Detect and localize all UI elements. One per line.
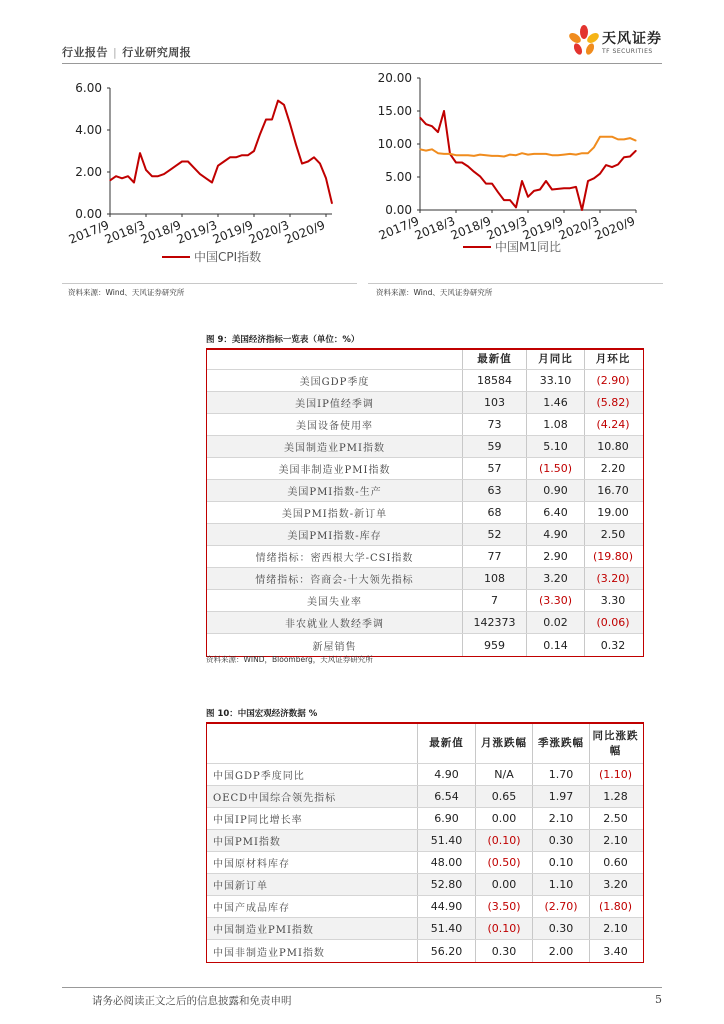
row-label: 中国新订单 [213,881,268,892]
column-header: 同比涨跌幅 [589,724,641,763]
row-value-yoy: 3.40 [589,940,641,962]
row-label: 中国IP同比增长率 [213,815,303,826]
table-row [207,480,643,502]
table-header-row [207,724,643,764]
chart2-source-divider [368,283,663,284]
data-point [509,200,510,201]
row-value-yoy: 4.90 [526,524,584,545]
row-value-latest: 68 [462,502,526,523]
data-point [473,171,474,172]
row-value-mom: (0.10) [475,830,532,851]
table-row [207,414,643,436]
row-value-latest: 77 [462,546,526,567]
data-point [539,189,540,190]
row-value-latest: 51.40 [417,918,475,939]
data-point [419,117,420,118]
data-point [187,161,188,162]
row-value-latest: 7 [462,590,526,611]
china-macro-table-block [206,708,644,963]
data-point [467,166,468,167]
data-point [575,186,576,187]
x-tick-label: 2019/9 [520,213,566,243]
row-label: 美国IP值经季调 [295,399,374,410]
data-point [623,139,624,140]
series-line-2 [420,137,636,157]
row-value-latest: 51.40 [417,830,475,851]
row-value-mom: (0.50) [475,852,532,873]
m1-chart-svg [368,66,663,282]
table-row [207,918,643,940]
table-row [207,786,643,808]
table-row [207,370,643,392]
row-label: 美国PMI指数-库存 [287,531,382,542]
data-point [635,140,636,141]
data-point [145,169,146,170]
data-point [521,180,522,181]
data-point [313,157,314,158]
data-point [271,119,272,120]
data-point [199,174,200,175]
data-point [563,188,564,189]
us-economy-table-block [206,334,644,657]
row-label: 中国原材料库存 [213,859,290,870]
table-row [207,896,643,918]
x-tick-label: 2019/3 [174,217,220,247]
row-value-mom: (4.24) [584,414,641,435]
data-point [527,196,528,197]
data-point [605,165,606,166]
data-point [581,209,582,210]
row-value-yoy: (1.80) [589,896,641,917]
row-value-qoq: 0.30 [532,830,589,851]
row-value-mom: (5.82) [584,392,641,413]
chart1-source-divider [62,283,357,284]
table-row [207,612,643,634]
data-point [491,155,492,156]
data-point [497,155,498,156]
data-point [551,189,552,190]
row-value-latest: 6.90 [417,808,475,829]
row-value-qoq: 0.10 [532,852,589,873]
x-tick-label: 2020/9 [282,217,328,247]
column-header: 最新值 [417,724,475,763]
data-point [437,132,438,133]
data-point [319,163,320,164]
row-label: OECD中国综合领先指标 [213,793,337,804]
row-value-yoy: 1.08 [526,414,584,435]
row-value-mom: (0.06) [584,612,641,633]
x-tick-label: 2019/3 [484,213,530,243]
data-point [253,150,254,151]
data-point [193,167,194,168]
data-point [467,155,468,156]
report-type: 行业报告 [62,46,108,59]
column-header: 月涨跌幅 [475,724,532,763]
row-value-mom: 0.32 [584,634,641,656]
row-value-latest: 959 [462,634,526,656]
row-label: 中国产成品库存 [213,903,290,914]
data-point [599,173,600,174]
data-point [205,178,206,179]
data-point [247,155,248,156]
row-value-latest: 63 [462,480,526,501]
page-number: 5 [655,993,662,1006]
row-label: 情绪指标：咨商会-十大领先指标 [255,575,414,586]
data-point [325,178,326,179]
row-value-mom: 0.30 [475,940,532,962]
data-point [115,176,116,177]
data-point [229,157,230,158]
row-label: 美国GDP季度 [299,377,370,388]
data-point [473,155,474,156]
flower-logo-icon [568,24,600,58]
data-point [623,157,624,158]
data-point [211,182,212,183]
row-label: 中国GDP季度同比 [213,771,305,782]
data-point [533,190,534,191]
row-value-yoy: 0.02 [526,612,584,633]
row-value-yoy: 2.10 [589,918,641,939]
report-subtype: 行业研究周报 [122,46,192,59]
row-label: 非农就业人数经季调 [285,619,384,630]
data-point [491,183,492,184]
data-point [545,180,546,181]
row-value-latest: 59 [462,436,526,457]
data-point [283,104,284,105]
row-label: 中国PMI指数 [213,837,281,848]
row-value-qoq: 1.10 [532,874,589,895]
row-value-yoy: (1.10) [589,764,641,785]
column-header [207,350,462,369]
row-value-latest: 57 [462,458,526,479]
data-point [455,155,456,156]
header-separator: | [113,46,118,59]
data-point [241,155,242,156]
data-point [605,136,606,137]
data-point [587,153,588,154]
row-value-latest: 103 [462,392,526,413]
column-header [207,724,417,763]
row-value-latest: 6.54 [417,786,475,807]
table-row [207,874,643,896]
table-row [207,436,643,458]
y-tick-label: 2.00 [75,165,102,179]
series-line-1 [420,111,636,210]
row-label: 情绪指标：密西根大学-CSI指数 [255,553,414,564]
row-value-yoy: 1.28 [589,786,641,807]
data-point [557,155,558,156]
row-value-mom: (2.90) [584,370,641,391]
data-point [485,183,486,184]
data-point [121,178,122,179]
table-row [207,458,643,480]
data-point [527,154,528,155]
row-value-mom: 10.80 [584,436,641,457]
row-value-mom: (0.10) [475,918,532,939]
row-label: 美国失业率 [307,597,362,608]
row-value-mom: 0.00 [475,874,532,895]
row-label: 美国设备使用率 [296,421,373,432]
row-value-mom: 19.00 [584,502,641,523]
data-point [563,154,564,155]
china-macro-table [206,722,644,963]
legend-label: 中国CPI指数 [194,250,262,264]
data-point [443,153,444,154]
y-tick-label: 20.00 [377,71,412,85]
row-value-yoy: 6.40 [526,502,584,523]
data-point [611,167,612,168]
data-point [455,162,456,163]
data-point [431,126,432,127]
table-row [207,546,643,568]
data-point [617,139,618,140]
data-point [461,155,462,156]
x-tick-label: 2020/3 [556,213,602,243]
data-point [265,119,266,120]
data-point [611,136,612,137]
row-label: 中国非制造业PMI指数 [213,947,325,959]
data-point [419,149,420,150]
data-point [629,156,630,157]
data-point [259,134,260,135]
row-value-mom: 16.70 [584,480,641,501]
x-tick-label: 2018/3 [102,217,148,247]
data-point [223,161,224,162]
row-label: 美国制造业PMI指数 [284,443,385,454]
series-line-1 [110,101,332,204]
y-tick-label: 0.00 [385,203,412,217]
data-point [425,124,426,125]
x-tick-label: 2020/9 [592,213,638,243]
x-tick-label: 2020/3 [246,217,292,247]
data-point [593,147,594,148]
data-point [515,207,516,208]
row-value-qoq: 2.00 [532,940,589,962]
data-point [485,155,486,156]
row-value-yoy: 2.50 [589,808,641,829]
row-value-mom: 3.30 [584,590,641,611]
y-tick-label: 4.00 [75,123,102,137]
row-value-mom: 2.50 [584,524,641,545]
data-point [503,156,504,157]
data-point [557,188,558,189]
logo-text: 天风证券 [602,31,662,47]
cpi-chart [62,72,357,282]
chart1-source: 资料来源：Wind、天风证券研究所 [68,288,185,297]
y-tick-label: 15.00 [377,104,412,118]
table-row [207,940,643,962]
data-point [479,154,480,155]
row-value-latest: 48.00 [417,852,475,873]
y-tick-label: 0.00 [75,207,102,221]
legend-label: 中国M1同比 [495,240,561,254]
row-value-latest: 52.80 [417,874,475,895]
data-point [551,155,552,156]
data-point [289,123,290,124]
header-divider [62,63,662,64]
china-macro-table-title: 图 10：中国宏观经济数据 % [206,709,318,719]
table-row [207,502,643,524]
row-value-mom: N/A [475,764,532,785]
data-point [277,100,278,101]
row-value-yoy: 2.10 [589,830,641,851]
x-tick-label: 2017/9 [376,213,422,243]
row-value-yoy: 2.90 [526,546,584,567]
row-value-mom: 0.00 [475,808,532,829]
data-point [617,164,618,165]
data-point [235,157,236,158]
footer-divider [62,987,662,988]
x-tick-label: 2017/9 [66,217,112,247]
y-tick-label: 10.00 [377,137,412,151]
row-value-yoy: 0.14 [526,634,584,656]
data-point [461,162,462,163]
y-tick-label: 5.00 [385,170,412,184]
row-value-latest: 108 [462,568,526,589]
data-point [593,178,594,179]
data-point [599,136,600,137]
row-value-latest: 4.90 [417,764,475,785]
data-point [449,153,450,154]
data-point [151,176,152,177]
data-point [503,200,504,201]
data-point [521,153,522,154]
row-value-latest: 52 [462,524,526,545]
data-point [443,110,444,111]
x-tick-label: 2018/3 [412,213,458,243]
data-point [533,153,534,154]
us-economy-table [206,348,644,657]
row-value-yoy: 3.20 [526,568,584,589]
table1-source: 资料来源：WIND，Bloomberg，天风证券研究所 [206,655,373,664]
data-point [139,153,140,154]
column-header: 最新值 [462,350,526,369]
data-point [575,154,576,155]
table-row [207,808,643,830]
table-header-row [207,350,643,370]
company-logo [568,24,668,64]
row-value-latest: 44.90 [417,896,475,917]
row-value-mom: (19.80) [584,546,641,567]
data-point [569,188,570,189]
row-label: 新屋销售 [312,641,357,653]
data-point [133,182,134,183]
data-point [635,150,636,151]
data-point [169,169,170,170]
row-label: 美国PMI指数-生产 [287,487,382,498]
row-value-yoy: 33.10 [526,370,584,391]
table-row [207,634,643,656]
table-row [207,852,643,874]
data-point [175,165,176,166]
x-tick-label: 2018/9 [138,217,184,247]
data-point [587,180,588,181]
row-value-latest: 73 [462,414,526,435]
row-value-qoq: (2.70) [532,896,589,917]
table-row [207,524,643,546]
row-value-yoy: 5.10 [526,436,584,457]
row-value-yoy: 0.60 [589,852,641,873]
table-row [207,392,643,414]
row-value-qoq: 1.70 [532,764,589,785]
x-tick-label: 2018/9 [448,213,494,243]
data-point [545,153,546,154]
y-tick-label: 6.00 [75,81,102,95]
table-row [207,568,643,590]
data-point [217,165,218,166]
data-point [157,176,158,177]
data-point [307,161,308,162]
data-point [127,176,128,177]
table-row [207,590,643,612]
row-value-mom: (3.50) [475,896,532,917]
row-value-yoy: 0.90 [526,480,584,501]
data-point [515,155,516,156]
data-point [569,153,570,154]
row-value-latest: 18584 [462,370,526,391]
row-value-latest: 56.20 [417,940,475,962]
data-point [431,149,432,150]
data-point [581,153,582,154]
logo-subtext: TF SECURITIES [602,48,653,55]
column-header: 月同比 [526,350,584,369]
m1-chart [368,66,663,282]
table-row [207,830,643,852]
data-point [539,153,540,154]
data-point [109,180,110,181]
data-point [437,153,438,154]
data-point [181,161,182,162]
x-tick-label: 2019/9 [210,217,256,247]
row-value-yoy: 1.46 [526,392,584,413]
data-point [497,192,498,193]
footer-disclaimer: 请务必阅读正文之后的信息披露和免责申明 [92,995,292,1007]
column-header: 季涨跌幅 [532,724,589,763]
row-value-qoq: 2.10 [532,808,589,829]
cpi-chart-svg [62,72,357,282]
row-value-mom: (3.20) [584,568,641,589]
report-header [62,44,191,60]
row-value-yoy: (1.50) [526,458,584,479]
data-point [301,163,302,164]
row-value-mom: 0.65 [475,786,532,807]
row-value-yoy: 3.20 [589,874,641,895]
row-label: 美国非制造业PMI指数 [278,465,391,476]
data-point [425,150,426,151]
row-value-latest: 142373 [462,612,526,633]
data-point [295,144,296,145]
row-value-yoy: (3.30) [526,590,584,611]
data-point [509,154,510,155]
row-value-mom: 2.20 [584,458,641,479]
data-point [163,174,164,175]
us-economy-table-title: 图 9：美国经济指标一览表（单位：%） [206,335,360,345]
row-value-qoq: 1.97 [532,786,589,807]
row-value-qoq: 0.30 [532,918,589,939]
data-point [629,137,630,138]
row-label: 美国PMI指数-新订单 [281,509,388,520]
column-header: 月环比 [584,350,641,369]
chart2-source: 资料来源：Wind、天风证券研究所 [376,288,493,297]
row-label: 中国制造业PMI指数 [213,925,314,936]
data-point [479,176,480,177]
table-row [207,764,643,786]
data-point [331,203,332,204]
